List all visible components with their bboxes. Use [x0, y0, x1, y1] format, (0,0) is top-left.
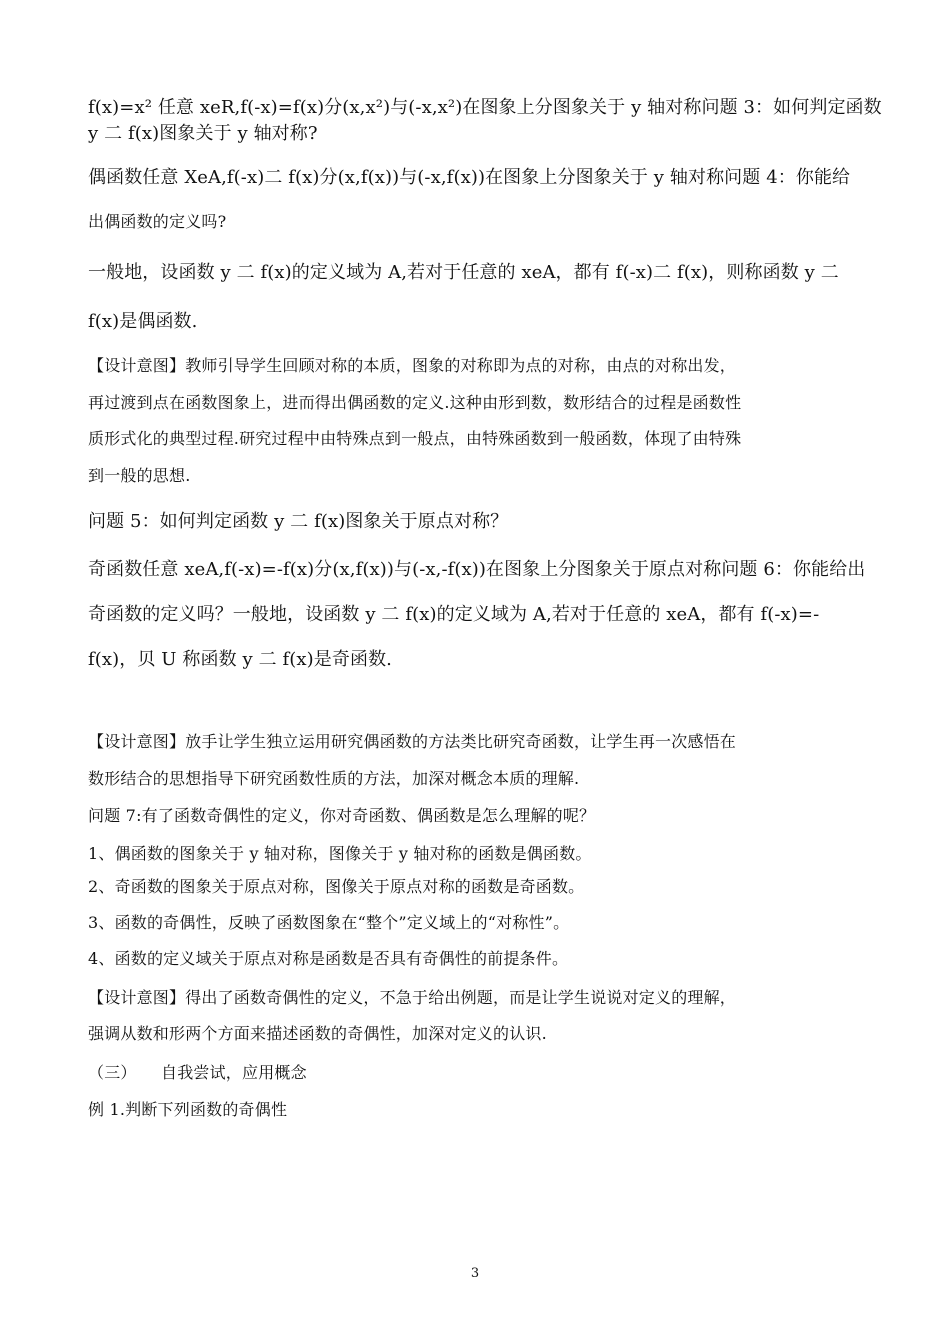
- text-line: 再过渡到点在函数图象上，进而得出偶函数的定义.这种由形到数，数形结合的过程是函数性: [88, 393, 742, 412]
- text-line: y 二 f(x)图象关于 y 轴对称?: [88, 123, 318, 144]
- text-line: 【设计意图】教师引导学生回顾对称的本质，图象的对称即为点的对称，由点的对称出发，: [88, 356, 737, 375]
- text-line: 质形式化的典型过程.研究过程中由特殊点到一般点，由特殊函数到一般函数，体现了由特殊: [88, 429, 742, 448]
- text-line: 问题 5：如何判定函数 y 二 f(x)图象关于原点对称？: [88, 511, 509, 532]
- text-line: 例 1.判断下列函数的奇偶性: [88, 1100, 288, 1119]
- text-line: 问题 7:有了函数奇偶性的定义，你对奇函数、偶函数是怎么理解的呢？: [88, 806, 596, 825]
- text-line: 【设计意图】放手让学生独立运用研究偶函数的方法类比研究奇函数，让学生再一次感悟在: [88, 732, 737, 751]
- text-line: 4、函数的定义域关于原点对称是函数是否具有奇偶性的前提条件。: [88, 949, 569, 968]
- text-line: 强调从数和形两个方面来描述函数的奇偶性，加深对定义的认识.: [88, 1024, 547, 1043]
- text-line: 3、函数的奇偶性，反映了函数图象在“整个”定义域上的“对称性”。: [88, 913, 570, 932]
- text-line: f(x)是偶函数.: [88, 311, 198, 332]
- text-line: f(x)，贝 U 称函数 y 二 f(x)是奇函数.: [88, 649, 392, 670]
- page-number: 3: [470, 1266, 480, 1281]
- text-line: 数形结合的思想指导下研究函数性质的方法，加深对概念本质的理解.: [88, 769, 580, 788]
- text-line: 2、奇函数的图象关于原点对称，图像关于原点对称的函数是奇函数。: [88, 877, 585, 896]
- text-line: f(x)=x² 任意 xeR,f(-x)=f(x)分(x,x²)与(-x,x²)在图象上分图象关于 y 轴对称问题 3：如何判定函数: [88, 97, 882, 118]
- text-line: 奇函数任意 xeA,f(-x)=-f(x)分(x,f(x))与(-x,-f(x))在图象上分图象关于原点对称问题 6：你能给出: [88, 559, 866, 580]
- text-line: 出偶函数的定义吗?: [88, 212, 227, 231]
- text-line: （三） 自我尝试，应用概念: [88, 1063, 307, 1082]
- text-line: 一般地，设函数 y 二 f(x)的定义域为 A,若对于任意的 xeA，都有 f(-x)二 f(x)，则称函数 y 二: [88, 262, 839, 283]
- text-line: 到一般的思想.: [88, 466, 191, 485]
- text-line: 【设计意图】得出了函数奇偶性的定义，不急于给出例题，而是让学生说说对定义的理解，: [88, 988, 737, 1007]
- text-line: 奇函数的定义吗？一般地，设函数 y 二 f(x)的定义域为 A,若对于任意的 xeA，都有 f(-x)=-: [88, 604, 820, 625]
- text-line: 1、偶函数的图象关于 y 轴对称，图像关于 y 轴对称的函数是偶函数。: [88, 844, 592, 863]
- text-line: 偶函数任意 XeA,f(-x)二 f(x)分(x,f(x))与(-x,f(x))在图象上分图象关于 y 轴对称问题 4：你能给: [88, 167, 851, 188]
